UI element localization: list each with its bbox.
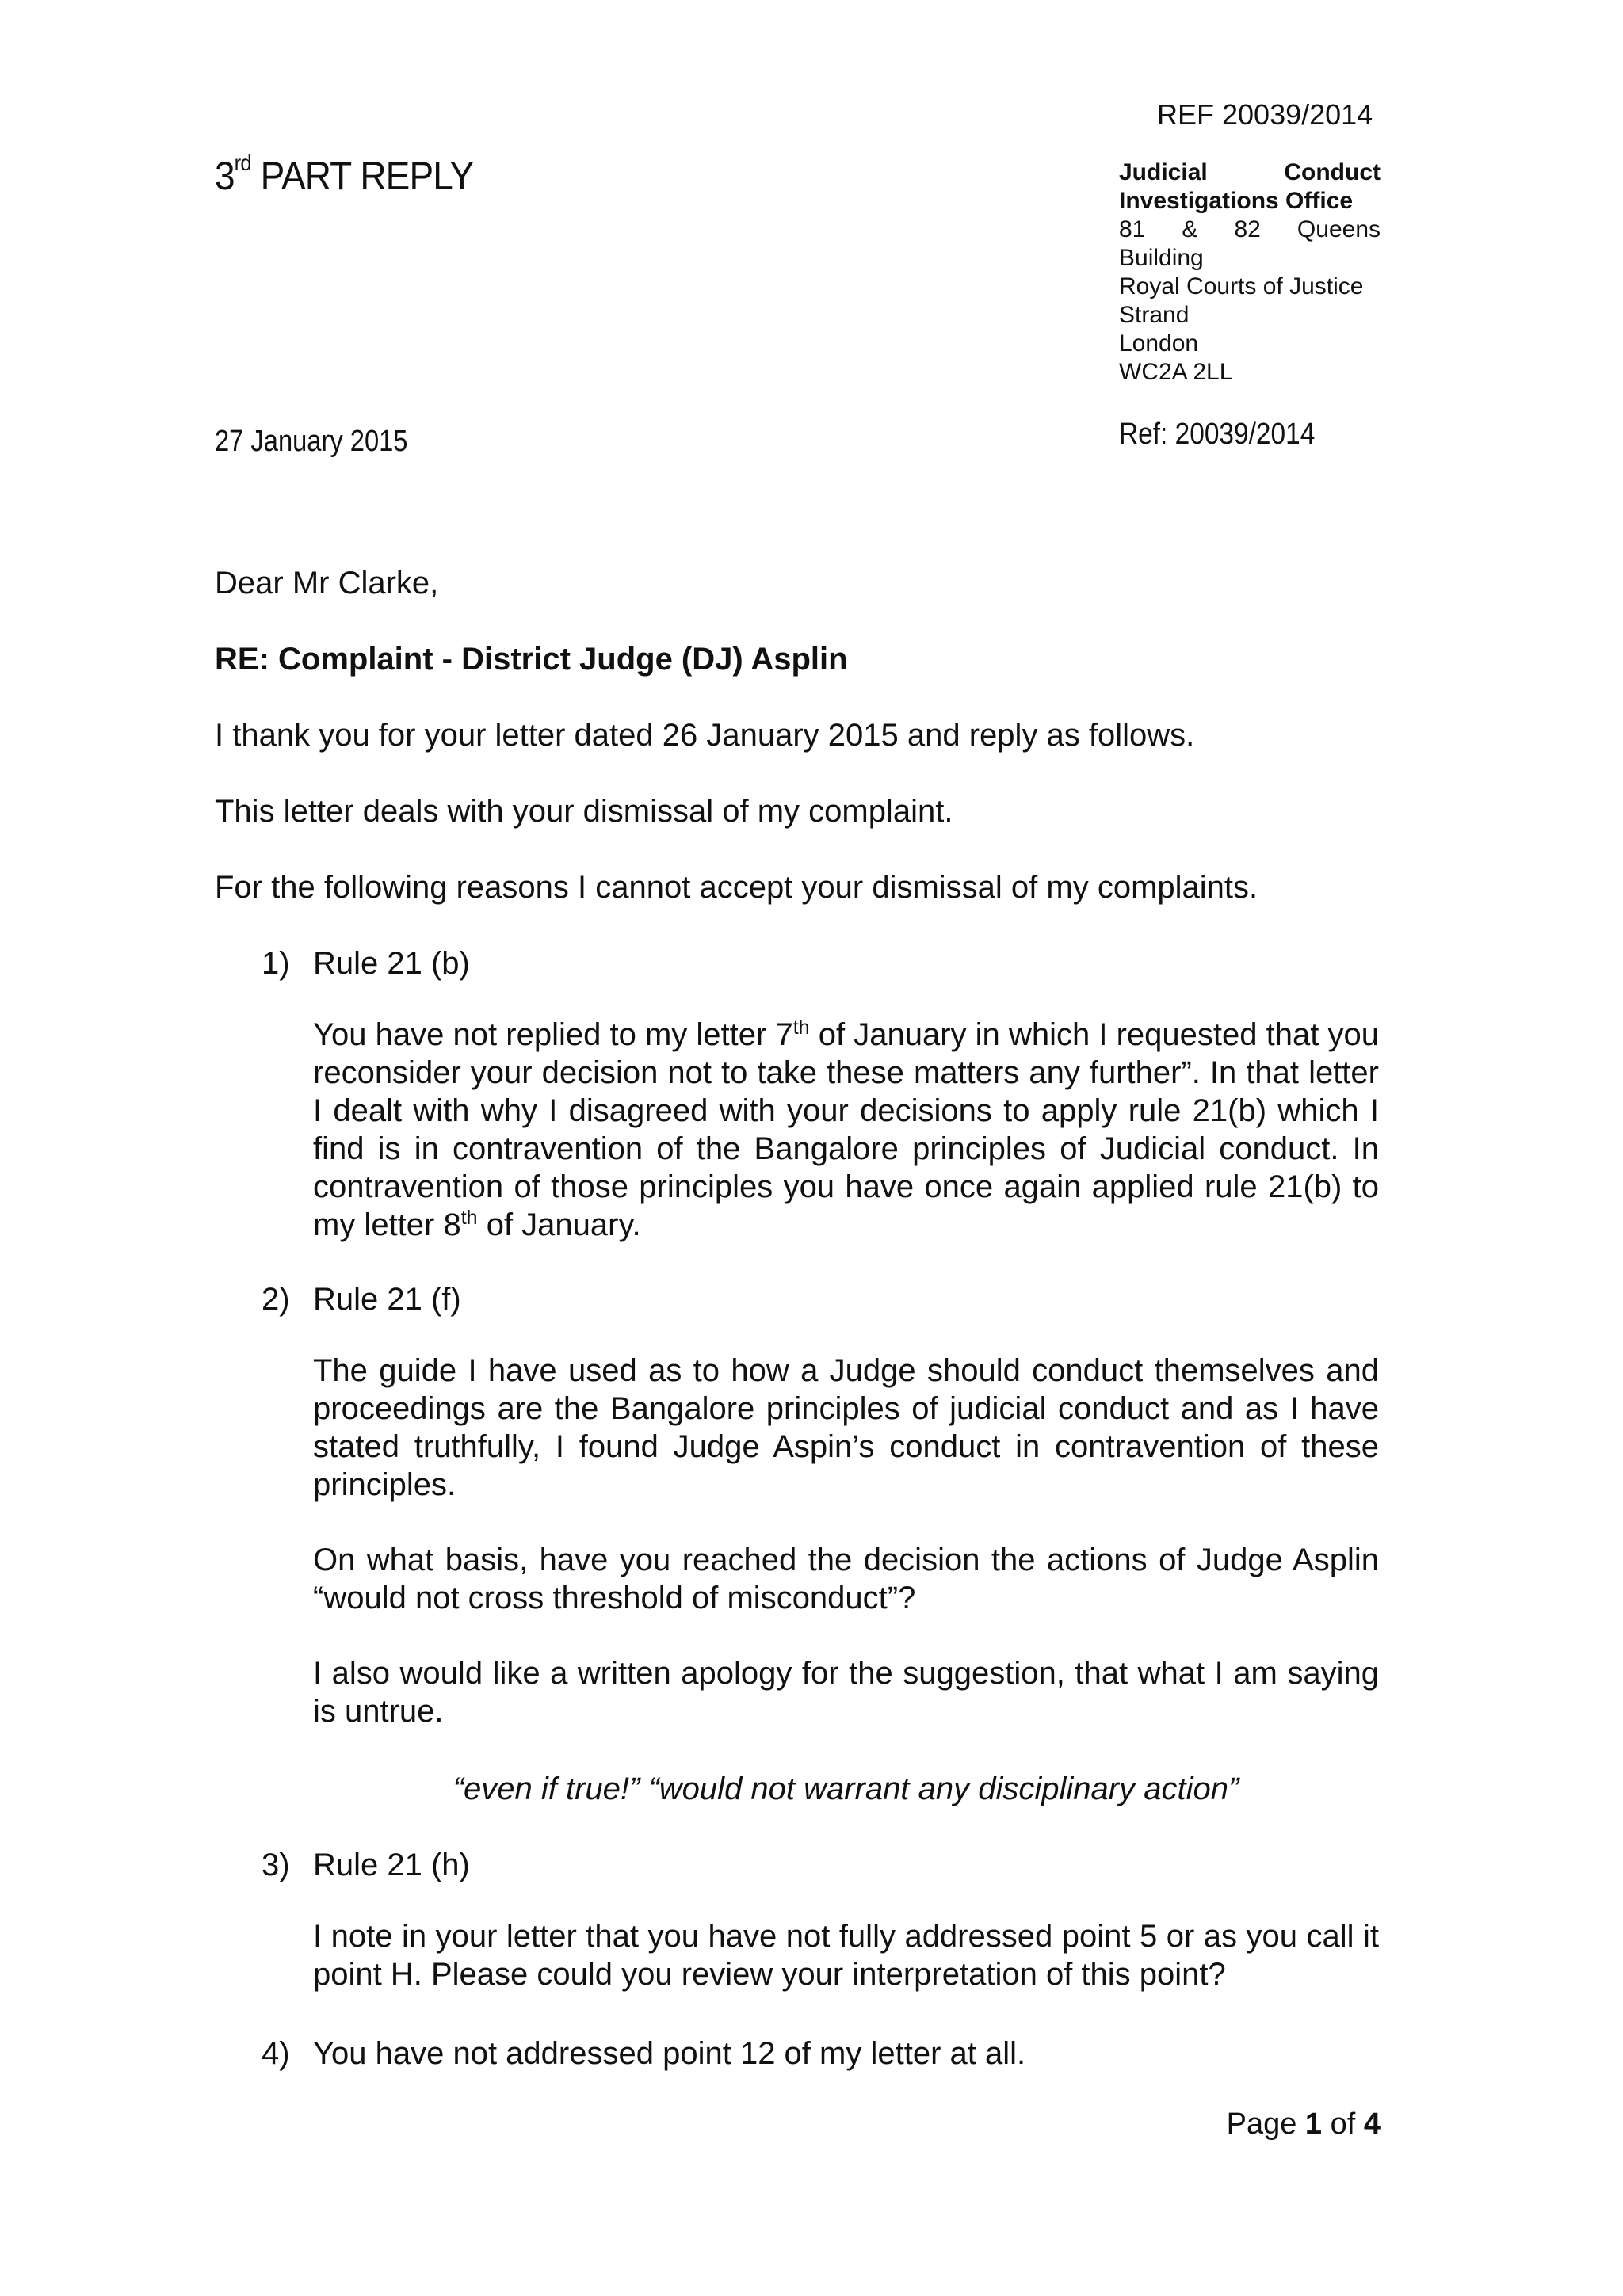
list-item-heading: You have not addressed point 12 of my letter at all. [313, 2036, 1026, 2071]
intro-paragraph-2: This letter deals with your dismissal of my complaint. [215, 794, 953, 829]
paragraph-text: of January. [477, 1207, 641, 1242]
list-item-heading: Rule 21 (b) [313, 946, 470, 981]
list-item-number: 4) [262, 2036, 290, 2071]
reference-number-top: REF 20039/2014 [1157, 98, 1373, 131]
total-pages: 4 [1363, 2107, 1381, 2141]
list-item-paragraph: On what basis, have you reached the decision the actions of Judge Asplin “would not cross threshold of misconduct”? [313, 1543, 1379, 1615]
paragraph-text: You have not replied to my letter 7 [313, 1017, 793, 1052]
list-item-heading: Rule 21 (h) [313, 1848, 470, 1882]
ordinal-superscript: th [460, 1207, 478, 1229]
list-item-paragraph: I also would like a written apology for the suggestion, that what I am saying is untrue. [313, 1656, 1379, 1729]
address-line-5: Royal Courts of Justice [1119, 273, 1364, 299]
list-item-number: 2) [262, 1282, 290, 1317]
address-line-4: Building [1119, 245, 1204, 271]
list-item-paragraph: I note in your letter that you have not fully addressed point 5 or as you call it point H. Please could you review your interpretation of this point? [313, 1919, 1379, 1992]
address-line-1: Judicial Conduct [1119, 159, 1381, 185]
title-prefix: 3 [215, 154, 235, 198]
intro-paragraph-3: For the following reasons I cannot accept your dismissal of my complaints. [215, 870, 1258, 905]
reference-number: Ref: 20039/2014 [1119, 418, 1316, 451]
address-line-6: Strand [1119, 302, 1190, 328]
letter-date: 27 January 2015 [215, 425, 408, 458]
address-line-3: 81 & 82 Queens [1119, 216, 1381, 242]
subject-line: RE: Complaint - District Judge (DJ) Asplin [215, 642, 848, 677]
title-superscript: rd [234, 151, 251, 175]
salutation: Dear Mr Clarke, [215, 566, 439, 601]
address-line-7: London [1119, 330, 1199, 357]
address-line-8: WC2A 2LL [1119, 359, 1233, 385]
title-rest: PART REPLY [250, 154, 474, 198]
page-word: Page [1226, 2107, 1305, 2141]
list-item-number: 1) [262, 946, 290, 981]
quoted-text: “even if true!” “would not warrant any disciplinary action” [453, 1772, 1239, 1806]
address-line-2: Investigations Office [1119, 188, 1354, 214]
ordinal-superscript: th [792, 1016, 810, 1039]
recipient-address [1119, 158, 1381, 387]
list-item-heading: Rule 21 (f) [313, 1282, 461, 1317]
paragraph-text: of January in which I requested that you reconsider your decision not to take these matters any further”. In that letter I dealt with why I disagreed with your decisions to apply rule 21(b) which I find is in contravention of the Bangalore principles of Judicial conduct. In contravention of those principles you have once again applied rule 21(b) to my letter 8 [313, 1017, 1379, 1242]
current-page: 1 [1304, 2107, 1323, 2141]
page-number [1227, 2107, 1381, 2142]
list-item-paragraph: The guide I have used as to how a Judge should conduct themselves and proceedings are the Bangalore principles of judicial conduct and as I have stated truthfully, I found Judge Aspin’s conduct in contravention of these principles. [313, 1353, 1379, 1502]
list-item-paragraph [313, 1016, 1379, 1244]
document-title [215, 151, 473, 199]
list-item-number: 3) [262, 1848, 290, 1882]
intro-paragraph-1: I thank you for your letter dated 26 January 2015 and reply as follows. [215, 718, 1195, 753]
of-word: of [1322, 2107, 1364, 2141]
